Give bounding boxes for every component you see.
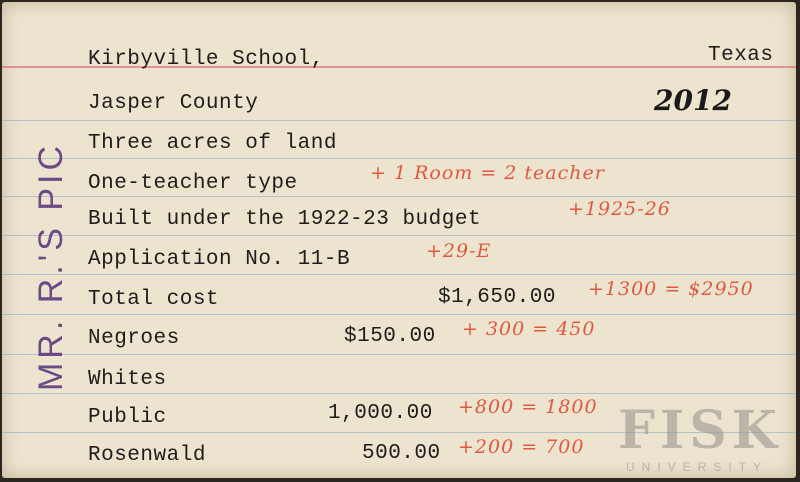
negroes-value: $150.00 (344, 325, 436, 348)
type-note: + 1 Room = 2 teacher (370, 162, 605, 184)
ruled-line (2, 196, 796, 197)
rosenwald-label: Rosenwald (88, 444, 206, 467)
ruled-line (2, 120, 796, 121)
budget-note: +1925-26 (568, 198, 671, 220)
card-number: 2012 (654, 84, 732, 117)
fisk-watermark (618, 400, 796, 478)
school-name: Kirbyville School, (88, 48, 324, 71)
application-note: +29-E (426, 240, 492, 262)
negroes-note: + 300 = 450 (462, 318, 596, 340)
ruled-line (2, 393, 796, 394)
county: Jasper County (88, 92, 259, 115)
whites-label: Whites (88, 368, 167, 391)
state: Texas (708, 44, 774, 67)
ruled-line (2, 235, 796, 236)
public-value: 1,000.00 (328, 402, 433, 425)
stamp (22, 141, 82, 391)
total-note: +1300 = $2950 (588, 278, 754, 300)
watermark-sub: UNIVERSITY (626, 460, 769, 474)
ruled-line (2, 274, 796, 275)
stamp-text: MR. R.'S PIC (32, 141, 71, 391)
negroes-label: Negroes (88, 327, 180, 350)
type-line: One-teacher type (88, 172, 298, 195)
land-line: Three acres of land (88, 132, 337, 155)
total-label: Total cost (88, 288, 220, 311)
ruled-line (2, 158, 796, 159)
budget-line: Built under the 1922-23 budget (88, 208, 482, 231)
index-card (2, 2, 796, 478)
rosenwald-note: +200 = 700 (458, 436, 585, 458)
application-line: Application No. 11-B (88, 248, 351, 271)
watermark-name: FISK (618, 400, 782, 461)
ruled-line (2, 354, 796, 355)
total-value: $1,650.00 (438, 286, 556, 309)
ruled-line (2, 314, 796, 315)
rosenwald-value: 500.00 (362, 442, 441, 465)
public-note: +800 = 1800 (458, 396, 598, 418)
public-label: Public (88, 406, 167, 429)
